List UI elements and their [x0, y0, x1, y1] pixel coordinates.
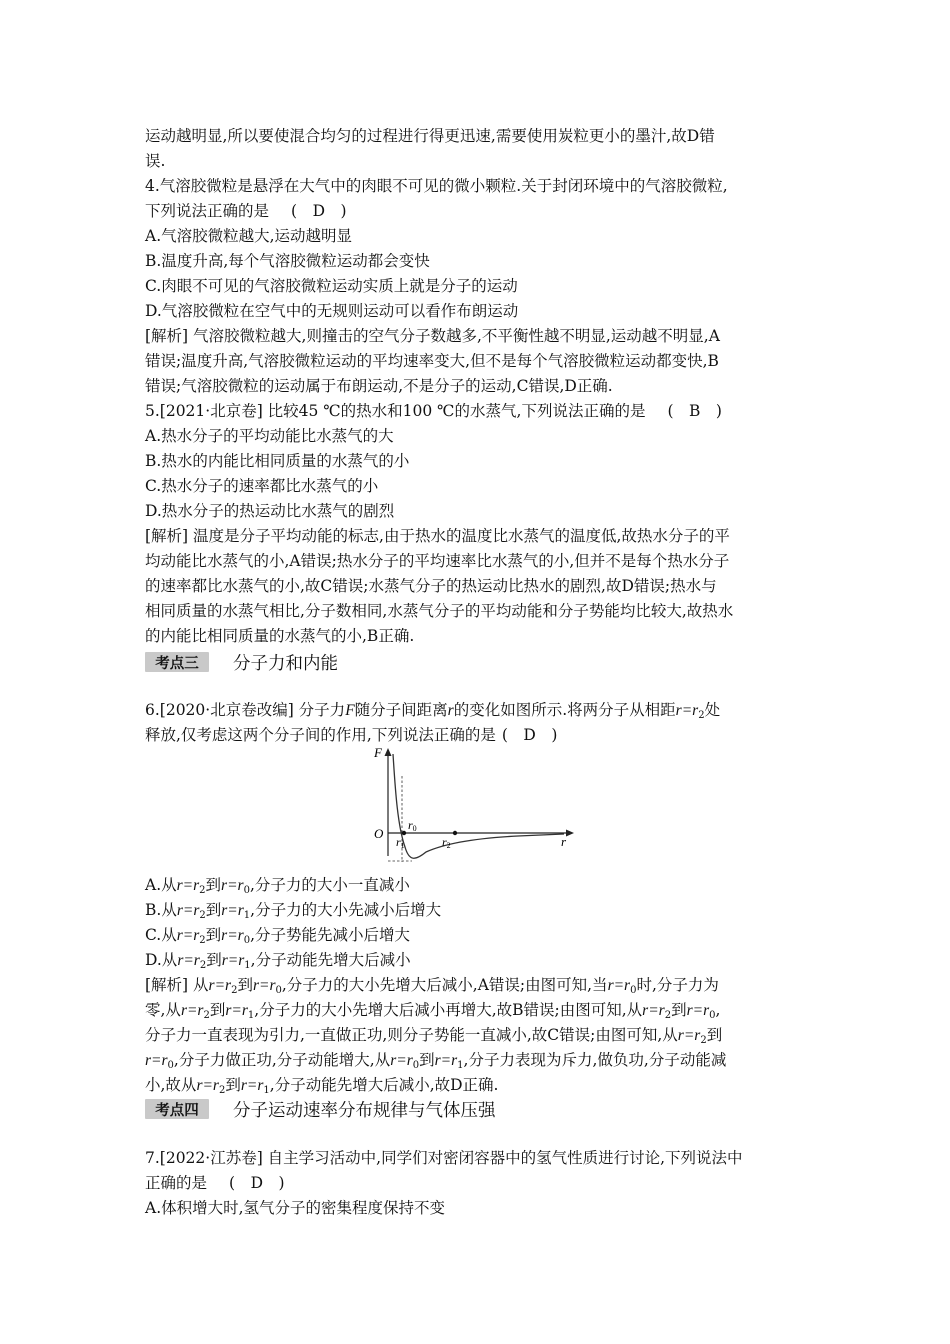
q6-analysis-line: 小,故从$r=r_2$到$r=r_1$,分子动能先增大后减小,故D正确. [145, 1076, 499, 1096]
q5-option-d: D.热水分子的热运动比水蒸气的剧烈 [145, 502, 395, 520]
q5-option-b: B.热水的内能比相同质量的水蒸气的小 [145, 452, 410, 470]
q6-stem-line-1: 6.[2020·北京卷改编] 分子力F随分子间距离r的变化如图所示.将两分子从相距$r=r_2$处 [145, 701, 721, 721]
q5-analysis-line: [解析] 温度是分子平均动能的标志,由于热水的温度比水蒸气的温度低,故热水分子的平 [145, 527, 730, 545]
section-header-4 [145, 1096, 496, 1122]
q4-analysis-line: [解析] 气溶胶微粒越大,则撞击的空气分子数越多,不平衡性越不明显,运动越不明显,A [145, 327, 720, 345]
force-curve [393, 754, 564, 858]
q7-stem-line-2: 正确的是 ( D ) [145, 1171, 815, 1196]
question-6-body [145, 873, 815, 1098]
q5-stem: 5.[2021·北京卷] 比较45 ℃的热水和100 ℃的水蒸气,下列说法正确的是 ( B ) [145, 399, 815, 424]
q6-option-d: D.从$r=r_2$到$r=r_1$,分子动能先增大后减小 [145, 951, 411, 971]
q4-analysis-line: 错误;气溶胶微粒的运动属于布朗运动,不是分子的运动,C错误,D正确. [145, 377, 613, 395]
q7-option-a: A.体积增大时,氢气分子的密集程度保持不变 [145, 1199, 446, 1217]
q6-stem-line-2: 释放,仅考虑这两个分子间的作用,下列说法正确的是 ( D ) [145, 723, 815, 748]
q5-analysis-line: 相同质量的水蒸气相比,分子数相同,水蒸气分子的平均动能和分子势能均比较大,故热水 [145, 602, 734, 620]
q6-analysis-line: $r=r_0$,分子力做正功,分子动能增大,从$r=r_0$到$r=r_1$,分子力表现为斥力,做负功,分子动能减 [145, 1051, 727, 1071]
question-4 [145, 174, 815, 399]
q7-stem-line-1: 7.[2022·江苏卷] 自主学习活动中,同学们对密闭容器中的氢气性质进行讨论,下列说法中 [145, 1149, 743, 1167]
page-content [145, 124, 815, 649]
label-r0: r0 [408, 818, 417, 833]
q5-analysis-line: 的速率都比水蒸气的小,故C错误;水蒸气分子的热运动比热水的剧烈,故D错误;热水与 [145, 577, 717, 595]
x-axis-arrow [566, 830, 574, 837]
y-axis-arrow [385, 748, 392, 756]
force-distance-graph [368, 744, 578, 862]
q5-option-c: C.热水分子的速率都比水蒸气的小 [145, 477, 379, 495]
q6-option-a: A.从$r=r_2$到$r=r_0$,分子力的大小一直减小 [145, 876, 410, 896]
q6-option-c: C.从$r=r_2$到$r=r_0$,分子势能先减小后增大 [145, 926, 410, 946]
q7-answer: ( D ) [229, 1174, 285, 1192]
question-5 [145, 399, 815, 649]
section-badge: 考点四 [145, 1099, 209, 1119]
q6-analysis-line: 分子力一直表现为引力,一直做正功,则分子势能一直减小,故C错误;由图可知,从$r=r_2$到 [145, 1026, 723, 1046]
r0-point [402, 831, 406, 835]
q4-option-b: B.温度升高,每个气溶胶微粒运动都会变快 [145, 252, 430, 270]
question-7 [145, 1146, 815, 1221]
label-r: r [561, 834, 567, 849]
q6-analysis-line: 零,从$r=r_2$到$r=r_1$,分子力的大小先增大后减小再增大,故B错误;由图可知,从$r=r_2$到$r=r_0$, [145, 1001, 721, 1021]
q5-answer: ( B ) [667, 402, 722, 420]
q4-option-a: A.气溶胶微粒越大,运动越明显 [145, 227, 353, 245]
q4-answer: ( D ) [291, 202, 347, 220]
q6-analysis-line: [解析] 从$r=r_2$到$r=r_0$,分子力的大小先增大后减小,A错误;由图可知,当$r=r_0$时,分子力为 [145, 976, 719, 996]
q4-option-d: D.气溶胶微粒在空气中的无规则运动可以看作布朗运动 [145, 302, 519, 320]
q5-option-a: A.热水分子的平均动能比水蒸气的大 [145, 427, 394, 445]
label-F: F [374, 745, 382, 760]
label-r1: r1 [396, 835, 405, 850]
q5-analysis-line: 的内能比相同质量的水蒸气的小,B正确. [145, 627, 415, 645]
text-line: 误. [145, 152, 166, 170]
section-title: 分子运动速率分布规律与气体压强 [233, 1100, 496, 1121]
section-badge: 考点三 [145, 652, 209, 672]
text-line: 运动越明显,所以要使混合均匀的过程进行得更迅速,需要使用炭粒更小的墨汁,故D错 [145, 127, 715, 145]
q5-analysis-line: 均动能比水蒸气的小,A错误;热水分子的平均速率比水蒸气的小,但并不是每个热水分子 [145, 552, 730, 570]
label-r2: r2 [442, 835, 451, 850]
q4-stem-line-2: 下列说法正确的是 ( D ) [145, 199, 815, 224]
q6-answer: ( D ) [501, 726, 558, 744]
section-header-3 [145, 649, 338, 675]
q4-analysis-line: 错误;温度升高,气溶胶微粒运动的平均速率变大,但不是每个气溶胶微粒运动都变快,B [145, 352, 719, 370]
section-title: 分子力和内能 [233, 653, 338, 674]
q6-option-b: B.从$r=r_2$到$r=r_1$,分子力的大小先减小后增大 [145, 901, 442, 921]
q4-option-c: C.肉眼不可见的气溶胶微粒运动实质上就是分子的运动 [145, 277, 518, 295]
label-O: O [374, 826, 384, 841]
q4-stem-line-1: 4.气溶胶微粒是悬浮在大气中的肉眼不可见的微小颗粒.关于封闭环境中的气溶胶微粒, [145, 177, 728, 195]
r2-point [453, 831, 457, 835]
question-6-stem [145, 698, 815, 748]
